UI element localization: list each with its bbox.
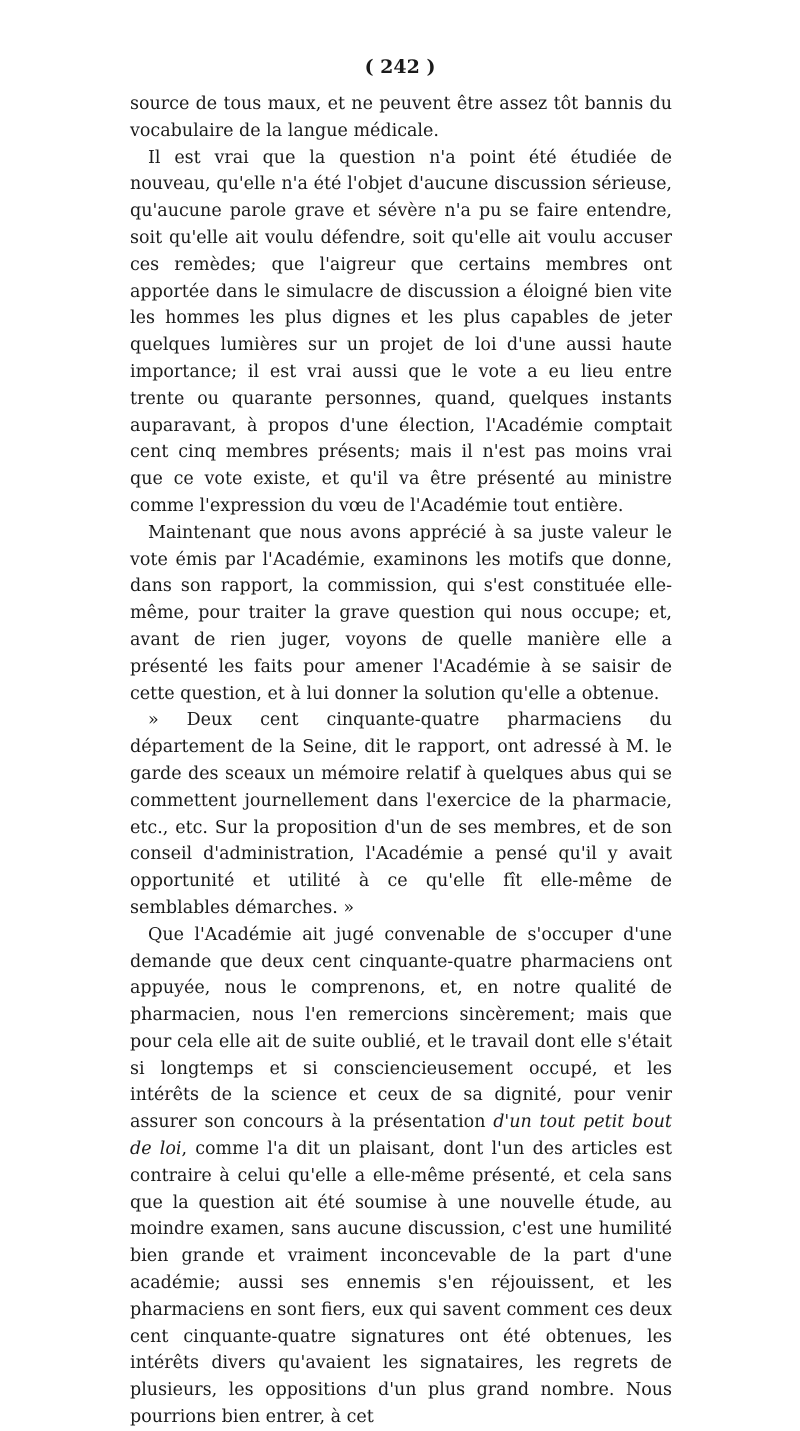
paragraph-4-quote: » Deux cent cinquante-quatre pharmaciens du département de la Seine, dit le rapport, ont adressé à M. le garde des sceaux un mémoire relatif à quelques abus qui se commettent journellement dans l'exercice de la pharmacie, etc., etc. Sur la proposition d'un de ses membres, et de son conseil d'administration, l'Académie a pensé qu'il y avait opportunité et utilité à ce qu'elle fît elle-même de semblables démarches. » [130,710,672,918]
paragraph-5-start: Que l'Académie ait jugé convenable de s'occuper d'une demande que deux cent cinquante-quatre pharmaciens ont appuyée, nous le comprenons, et, en notre qualité de pharmacien, nous l'en remercions sincèrement; mais que pour cela elle ait de suite oublié, et le travail dont elle s'était si longtemps et si consciencieusement occupé, et les intérêts de la science et ceux de sa dignité, pour venir assurer son concours à la présentation [130,924,672,1133]
page-number: ( 242 ) [364,56,436,78]
paragraph-2: Il est vrai que la question n'a point été étudiée de nouveau, qu'elle n'a été l'objet d'aucune discussion sérieuse, qu'aucune parole grave et sévère n'a pu se faire entendre, soit qu'elle ait voulu défendre, soit qu'elle ait voulu accuser ces remèdes; que l'aigreur que certains membres ont apportée dans le simulacre de discussion a éloigné bien vite les hommes les plus dignes et les plus capables de jeter quelques lumières sur un projet de loi d'une aussi haute importance; il est vrai aussi que le vote a eu lieu entre trente ou quarante personnes, quand, quelques instants auparavant, à propos d'une élection, l'Académie comptait cent cinq membres présents; mais il n'est pas moins vrai que ce vote existe, et qu'il va être présenté au ministre comme l'expression du vœu de l'Académie tout entière. [130,147,672,516]
body-text [130,91,672,1431]
paragraph-5 [130,922,672,1431]
italic-phrase: d'un tout petit bout de loi [130,1112,672,1160]
paragraph-5-end: , comme l'a dit un plaisant, dont l'un des articles est contraire à celui qu'elle a elle-même présenté, et cela sans que la question ait été soumise à une nouvelle étude, au moindre examen, sans aucune discussion, c'est une humilité bien grande et vraiment inconcevable de la part d'une académie; aussi ses ennemis s'en réjouissent, et les pharmaciens en sont fiers, eux qui savent comment ces deux cent cinquante-quatre signatures ont été obtenues, les intérêts divers qu'avaient les signataires, les regrets de plusieurs, les oppositions d'un plus grand nombre. Nous pourrions bien entrer, à cet [130,1139,672,1428]
paragraph-3: Maintenant que nous avons apprécié à sa juste valeur le vote émis par l'Académie, examinons les motifs que donne, dans son rapport, la commission, qui s'est constituée elle-même, pour traiter la grave question qui nous occupe; et, avant de rien juger, voyons de quelle manière elle a présenté les faits pour amener l'Académie à se saisir de cette question, et à lui donner la solution qu'elle a obtenue. [130,522,672,704]
paragraph-1: source de tous maux, et ne peuvent être assez tôt bannis du vocabulaire de la langue médicale. [130,94,672,141]
